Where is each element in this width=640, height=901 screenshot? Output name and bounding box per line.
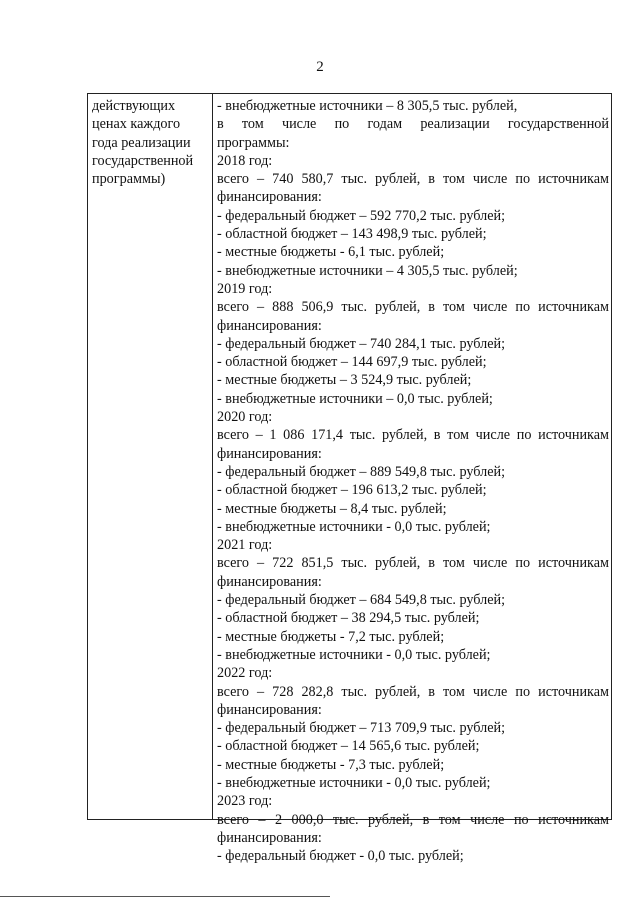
funding-line: всего – 722 851,5 тыс. рублей, в том числе по источникам	[217, 555, 609, 572]
funding-line: финансирования:	[217, 317, 322, 334]
label-line: действующих	[92, 98, 176, 114]
funding-line: - местные бюджеты - 6,1 тыс. рублей;	[217, 244, 445, 261]
funding-line: - внебюджетные источники - 0,0 тыс. рублей;	[217, 518, 491, 535]
funding-line: - местные бюджеты - 7,3 тыс. рублей;	[217, 756, 445, 773]
label-line: ценах каждого	[92, 116, 181, 133]
label-line: программы)	[92, 171, 166, 188]
label-line: года реализации	[92, 134, 191, 151]
funding-line: - местные бюджеты – 8,4 тыс. рублей;	[217, 500, 447, 517]
funding-line: - федеральный бюджет - 0,0 тыс. рублей;	[217, 848, 464, 865]
table-cell-label	[92, 97, 210, 188]
funding-line: финансирования:	[217, 445, 322, 462]
funding-line: - областной бюджет – 144 697,9 тыс. рублей;	[217, 354, 487, 371]
funding-table	[87, 93, 612, 865]
funding-line: 2023 год:	[217, 793, 273, 810]
funding-line: - областной бюджет – 14 565,6 тыс. рублей;	[217, 738, 480, 755]
funding-line: всего – 888 506,9 тыс. рублей, в том числе по источникам	[217, 299, 609, 316]
funding-line: - внебюджетные источники - 0,0 тыс. рублей;	[217, 774, 491, 791]
funding-line: - федеральный бюджет – 684 549,8 тыс. рублей;	[217, 592, 506, 609]
funding-line: финансирования:	[217, 829, 322, 846]
page-number: 2	[316, 59, 324, 75]
footer-rule	[0, 896, 330, 897]
funding-line: - внебюджетные источники – 4 305,5 тыс. рублей;	[217, 262, 518, 279]
funding-line: 2018 год:	[217, 152, 273, 169]
funding-line: финансирования:	[217, 189, 322, 206]
funding-line: - областной бюджет – 143 498,9 тыс. рублей;	[217, 226, 487, 243]
funding-line: всего – 740 580,7 тыс. рублей, в том числе по источникам	[217, 171, 609, 188]
funding-line: - местные бюджеты – 3 524,9 тыс. рублей;	[217, 372, 472, 389]
funding-line: - областной бюджет – 38 294,5 тыс. рублей;	[217, 610, 480, 627]
funding-line: финансирования:	[217, 573, 322, 590]
funding-line: - внебюджетные источники - 0,0 тыс. рублей;	[217, 646, 491, 663]
funding-line: - федеральный бюджет – 592 770,2 тыс. рублей;	[217, 207, 506, 224]
funding-line: 2020 год:	[217, 409, 273, 426]
funding-line: - федеральный бюджет – 713 709,9 тыс. рублей;	[217, 720, 506, 737]
funding-line: - областной бюджет – 196 613,2 тыс. рублей;	[217, 482, 487, 499]
funding-line: - внебюджетные источники – 8 305,5 тыс. рублей,	[217, 98, 518, 114]
funding-line: 2022 год:	[217, 665, 273, 682]
funding-line: всего – 2 000,0 тыс. рублей, в том числе по источникам	[217, 811, 609, 828]
funding-line: 2021 год:	[217, 537, 273, 554]
funding-line: - федеральный бюджет – 740 284,1 тыс. рублей;	[217, 335, 506, 352]
column-divider	[212, 94, 213, 819]
table-cell-funding-details	[217, 97, 609, 865]
funding-line: - внебюджетные источники – 0,0 тыс. рублей;	[217, 390, 493, 407]
funding-line: 2019 год:	[217, 280, 273, 297]
funding-line: в том числе по годам реализации государственной	[217, 116, 609, 133]
funding-line: программы:	[217, 134, 290, 151]
funding-line: финансирования:	[217, 701, 322, 718]
funding-line: всего – 728 282,8 тыс. рублей, в том числе по источникам	[217, 683, 609, 700]
label-line: государственной	[92, 152, 194, 169]
funding-line: всего – 1 086 171,4 тыс. рублей, в том числе по источникам	[217, 427, 609, 444]
funding-line: - местные бюджеты - 7,2 тыс. рублей;	[217, 628, 445, 645]
funding-line: - федеральный бюджет – 889 549,8 тыс. рублей;	[217, 463, 506, 480]
